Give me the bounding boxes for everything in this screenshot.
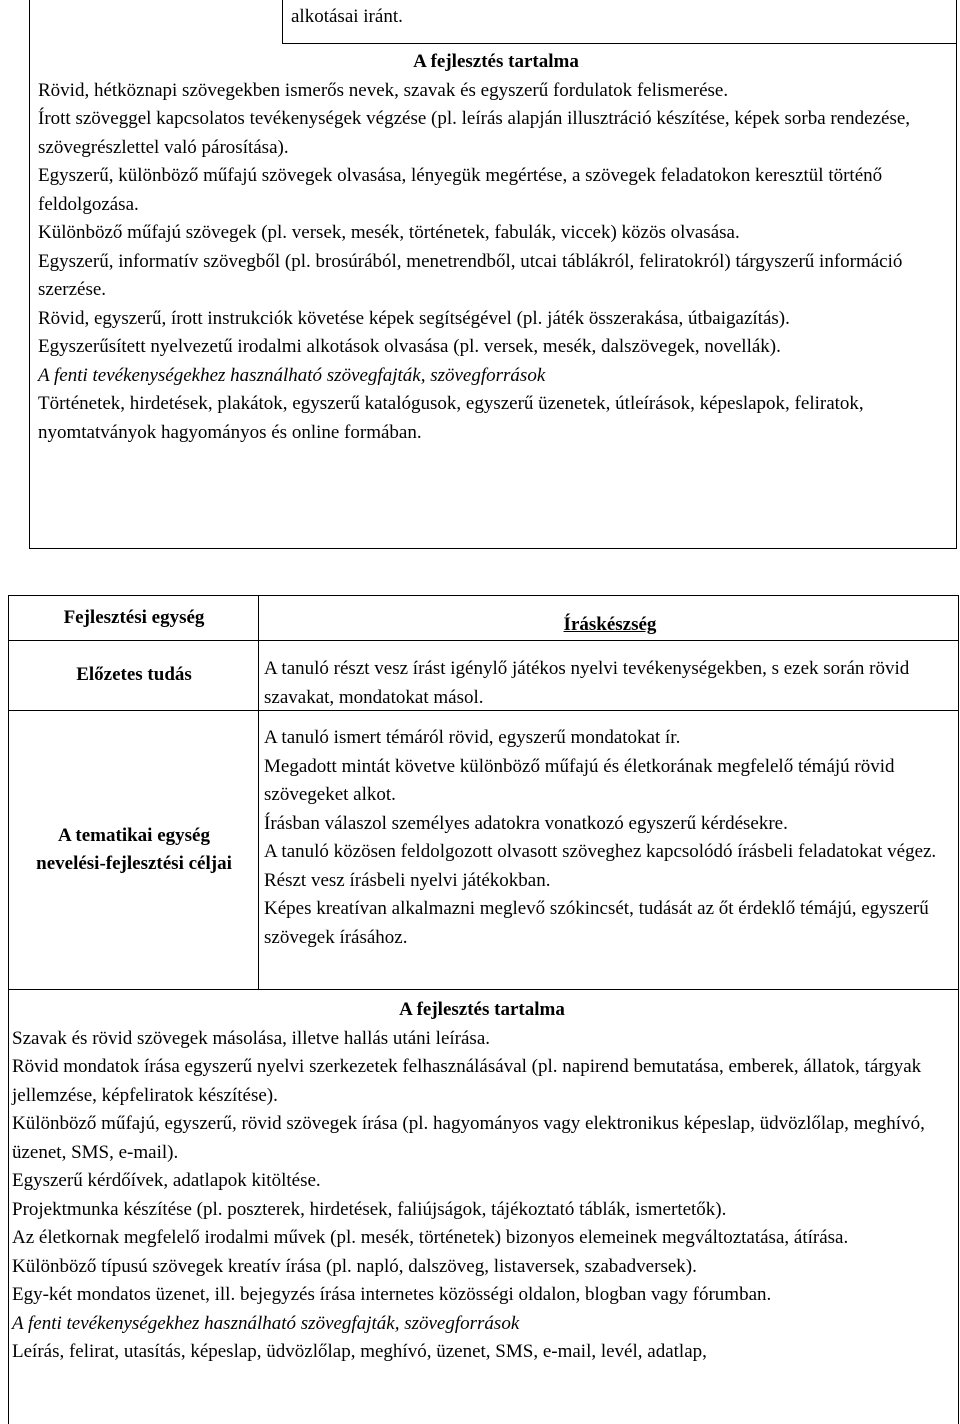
- table-divider: [282, 0, 283, 44]
- unit-value: Íráskészség: [563, 614, 657, 635]
- list-item: Az életkornak megfelelő irodalmi művek (pl. mesék, történetek) bizonyos elemeinek megváltoztatása, átírása.: [12, 1227, 849, 1248]
- list-item: Különböző műfajú, egyszerű, rövid szövegek írása (pl. hagyományos vagy elektronikus képeslap, üdvözlőlap, meghívó, üzenet, SMS, e-mail).: [12, 1113, 925, 1163]
- list-item: Rövid mondatok írása egyszerű nyelvi szerkezetek felhasználásával (pl. napirend bemutatása, emberek, állatok, tárgyak jellemzése, képfeliratok készítése).: [12, 1056, 922, 1106]
- prior-knowledge-text: A tanuló részt vesz írást igénylő játékos nyelvi tevékenységekben, s ezek során rövid szavakat, mondatokat másol.: [264, 658, 910, 708]
- list-item: Rövid, egyszerű, írott instrukciók követése képek segítségével (pl. játék összerakása, útbaigazítás).: [38, 307, 790, 329]
- list-item: A tanuló közösen feldolgozott olvasott szöveghez kapcsolódó írásbeli feladatokat végez.: [264, 841, 937, 862]
- section-heading: A fejlesztés tartalma: [413, 51, 579, 72]
- list-item: Projektmunka készítése (pl. poszterek, hirdetések, faliújságok, tájékoztató táblák, ismertetők).: [12, 1198, 727, 1220]
- goals-label: A tematikai egység nevelési-fejlesztési céljai: [36, 824, 232, 874]
- sources-text: Történetek, hirdetések, plakátok, egyszerű katalógusok, egyszerű üzenetek, útleírások, képeslapok, feliratok, nyomtatványok hagyományos és online formában.: [38, 393, 864, 443]
- list-item: Írott szöveggel kapcsolatos tevékenységek végzése (pl. leírás alapján illusztráció készítése, képek sorba rendezése, szövegrészlettel való párosítása).: [38, 108, 911, 158]
- list-item: Egyszerűsített nyelvezetű irodalmi alkotások olvasása (pl. versek, mesék, dalszövegek, novellák).: [38, 336, 781, 357]
- table-divider: [282, 43, 957, 44]
- list-item: Egyszerű, informatív szövegből (pl. brosúrából, menetrendből, utcai táblákról, feliratokról) tárgyszerű információ szerzése.: [38, 250, 903, 300]
- list-item: Írásban válaszol személyes adatokra vonatkozó egyszerű kérdésekre.: [264, 812, 788, 834]
- section-heading: A fejlesztés tartalma: [399, 999, 565, 1020]
- sources-text: Leírás, felirat, utasítás, képeslap, üdvözlőlap, meghívó, üzenet, SMS, e-mail, levél, adatlap,: [12, 1341, 707, 1362]
- list-item: Szavak és rövid szövegek másolása, illetve hallás utáni leírása.: [12, 1027, 491, 1049]
- list-item: Megadott mintát követve különböző műfajú és életkorának megfelelő témájú rövid szövegeket alkot.: [264, 755, 895, 805]
- list-item: Különböző típusú szövegek kreatív írása (pl. napló, dalszöveg, listaversek, szabadversek).: [12, 1255, 697, 1277]
- list-item: Rövid, hétköznapi szövegekben ismerős nevek, szavak és egyszerű fordulatok felismerése.: [38, 79, 729, 101]
- goals-list: [264, 724, 956, 952]
- sources-heading: A fenti tevékenységekhez használható szövegfajták, szövegforrások: [12, 1312, 520, 1334]
- list-item: Egy-két mondatos üzenet, ill. bejegyzés írása internetes közösségi oldalon, blogban vagy fórumban.: [12, 1284, 772, 1305]
- list-item: Egyszerű kérdőívek, adatlapok kitöltése.: [12, 1170, 321, 1191]
- list-item: Különböző műfajú szövegek (pl. versek, mesék, történetek, fabulák, viccek) közös olvasása.: [38, 222, 740, 243]
- sources-heading: A fenti tevékenységekhez használható szövegfajták, szövegforrások: [38, 364, 546, 386]
- list-item: Képes kreatívan alkalmazni meglevő szókincsét, tudását az őt érdeklő témájú, egyszerű szövegek írásához.: [264, 898, 929, 948]
- list-item: A tanuló ismert témáról rövid, egyszerű mondatokat ír.: [264, 727, 681, 748]
- table-cell-content: [12, 996, 952, 1367]
- list-item: Egyszerű, különböző műfajú szövegek olvasása, lényegük megértése, a szövegek feladatokon keresztül történő feldolgozása.: [38, 165, 883, 215]
- prior-knowledge-label: Előzetes tudás: [76, 664, 192, 686]
- unit-label: Fejlesztési egység: [63, 607, 205, 629]
- table-cell-content: [38, 46, 954, 447]
- list-item: Részt vesz írásbeli nyelvi játékokban.: [264, 869, 551, 891]
- table-cell-continuation: alkotásai iránt.: [291, 6, 403, 27]
- table-divider: [8, 989, 959, 990]
